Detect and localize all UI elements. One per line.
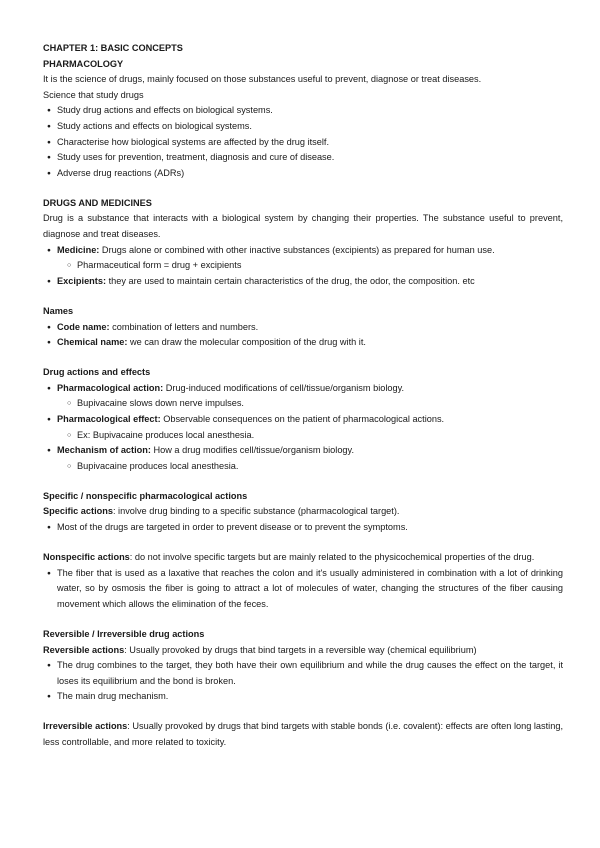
- drugs-medicines-heading: DRUGS AND MEDICINES: [43, 197, 152, 208]
- drugs-medicines-list: [43, 243, 563, 290]
- list-item: [43, 412, 563, 428]
- reversible-heading: Reversible / Irreversible drug actions: [43, 629, 205, 639]
- term-definition: Drug-induced modifications of cell/tissue/organism biology.: [163, 382, 405, 393]
- list-item: [43, 243, 563, 259]
- sub-list-item: ○ Ex: Bupivacaine produces local anesthesia.: [43, 428, 563, 444]
- term-definition: How a drug modifies cell/tissue/organism biology.: [150, 445, 355, 456]
- reversible-actions-paragraph: [43, 643, 563, 659]
- list-item: [43, 274, 563, 290]
- term: Excipients:: [57, 275, 107, 286]
- term-definition: : Usually provoked by drugs that bind targets in a reversible way (chemical equilibrium): [124, 644, 477, 655]
- term-definition: Drugs alone or combined with other inactive substances (excipients) as prepared for human use.: [99, 244, 495, 255]
- list-item: ● Characterise how biological systems are affected by the drug itself.: [43, 135, 563, 151]
- list-item: ● Adverse drug reactions (ADRs): [43, 166, 563, 182]
- list-item: ● The drug combines to the target, they both have their own equilibrium and while the drug causes the effect on the target, it loses its equilibrium and the bond is broken.: [43, 658, 563, 689]
- specific-list: [43, 520, 563, 536]
- term: Pharmacological action:: [57, 382, 164, 393]
- list-item: ● Study drug actions and effects on biological systems.: [43, 103, 563, 119]
- irreversible-actions-paragraph: [43, 719, 563, 750]
- term: Nonspecific actions: [43, 552, 130, 563]
- term-definition: : involve drug binding to a specific substance (pharmacological target).: [112, 506, 400, 517]
- pharmacology-list: [43, 103, 563, 181]
- term-definition: : Usually provoked by drugs that bind targets with stable bonds (i.e. covalent): effects are often long lasting, less controllable, and more related to toxicity.: [43, 721, 563, 748]
- sub-list-item: ○ Bupivacaine produces local anesthesia.: [43, 459, 563, 475]
- reversible-list: [43, 658, 563, 705]
- drug-actions-heading: Drug actions and effects: [43, 367, 151, 378]
- sub-list-item: ○ Pharmaceutical form = drug + excipients: [43, 258, 563, 274]
- pharmacology-definition: It is the science of drugs, mainly focused on those substances useful to prevent, diagnose or treat diseases.: [43, 74, 482, 85]
- document-page: [43, 41, 563, 751]
- term: Mechanism of action:: [57, 445, 151, 456]
- term: Pharmacological effect:: [57, 413, 161, 424]
- pharmacology-heading: PHARMACOLOGY: [43, 58, 124, 69]
- term-definition: we can draw the molecular composition of the drug with it.: [127, 337, 366, 348]
- term: Reversible actions: [43, 644, 125, 655]
- list-item: ● Most of the drugs are targeted in order to prevent disease or to prevent the symptoms.: [43, 520, 563, 536]
- term-definition: : do not involve specific targets but are mainly related to the physicochemical properties of the drug.: [129, 552, 535, 563]
- specific-heading: Specific / nonspecific pharmacological actions: [43, 490, 248, 501]
- term-definition: they are used to maintain certain characteristics of the drug, the odor, the composition. etc: [106, 275, 475, 286]
- chapter-title: CHAPTER 1: BASIC CONCEPTS: [43, 43, 183, 53]
- list-item: [43, 320, 563, 336]
- term-definition: Observable consequences on the patient of pharmacological actions.: [160, 413, 445, 424]
- list-item: ● The fiber that is used as a laxative that reaches the colon and it's usually administered in combination with a lot of drinking water, so by osmosis the fiber is going to attract a lot of molecules of water, changing the structures of the fiber causing movement which allows the elimination of the feces.: [43, 566, 563, 613]
- sub-list-item: ○ Bupivacaine slows down nerve impulses.: [43, 396, 563, 412]
- term-definition: combination of letters and numbers.: [109, 321, 259, 332]
- term: Medicine:: [57, 244, 100, 255]
- term: Chemical name:: [57, 337, 128, 348]
- specific-actions-paragraph: [43, 504, 563, 520]
- list-item: [43, 335, 563, 351]
- term: Code name:: [57, 321, 110, 332]
- list-item: ● Study uses for prevention, treatment, diagnosis and cure of disease.: [43, 150, 563, 166]
- nonspecific-actions-paragraph: [43, 550, 563, 566]
- nonspecific-list: [43, 566, 563, 613]
- names-heading: Names: [43, 305, 74, 316]
- list-item: [43, 381, 563, 397]
- drug-definition: Drug is a substance that interacts with a biological system by changing their properties. The substance useful to prevent, diagnose and treat diseases.: [43, 213, 563, 240]
- names-list: [43, 320, 563, 351]
- term: Irreversible actions: [43, 721, 128, 732]
- drug-actions-list: [43, 381, 563, 475]
- term: Specific actions: [43, 506, 113, 517]
- list-item: ● Study actions and effects on biological systems.: [43, 119, 563, 135]
- pharmacology-intro: Science that study drugs: [43, 89, 144, 100]
- list-item: ● The main drug mechanism.: [43, 689, 563, 705]
- list-item: [43, 443, 563, 459]
